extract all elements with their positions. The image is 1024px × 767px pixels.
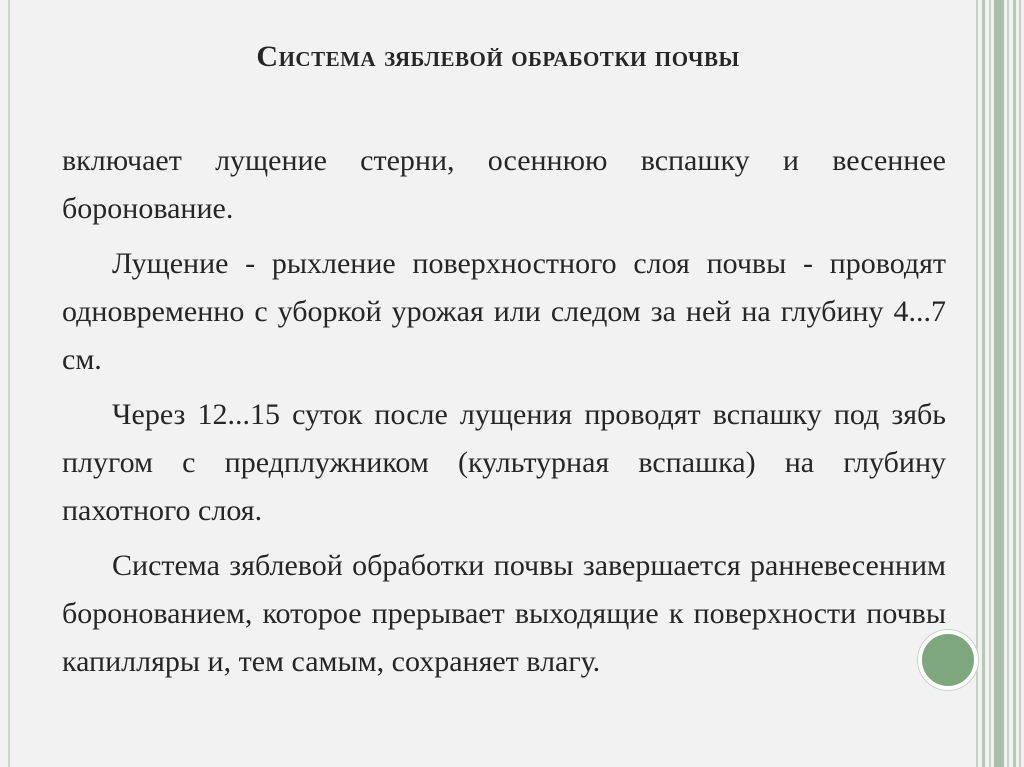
frame-stripe [1007,0,1009,767]
frame-stripe [989,0,991,767]
paragraph-intro: включает лущение стерни, осеннюю вспашку и весеннее боронование. [62,144,946,225]
frame-stripe [982,0,985,767]
paragraph-peeling: Лущение - рыхление поверхностного слоя почвы - проводят одновременно с уборкой урожая или следом за ней на глубину 4...7 см. [62,247,946,376]
slide-title: Система зяблевой обработки почвы [256,40,740,73]
paragraph-plowing: Через 12...15 суток после лущения проводят вспашку под зябь плугом с предплужником (культурная вспашка) на глубину пахотного слоя. [62,398,946,527]
right-striped-frame [976,0,1024,767]
frame-stripe [994,0,1004,767]
left-border-line [8,0,10,767]
frame-stripe [1013,0,1016,767]
frame-stripe [1019,0,1021,767]
slide-body [62,137,946,693]
paragraph-harrowing: Система зяблевой обработки почвы завершается ранневесенним боронованием, которое прерывает выходящие к поверхности почвы капилляры и, тем самым, сохраняет влагу. [62,549,946,678]
